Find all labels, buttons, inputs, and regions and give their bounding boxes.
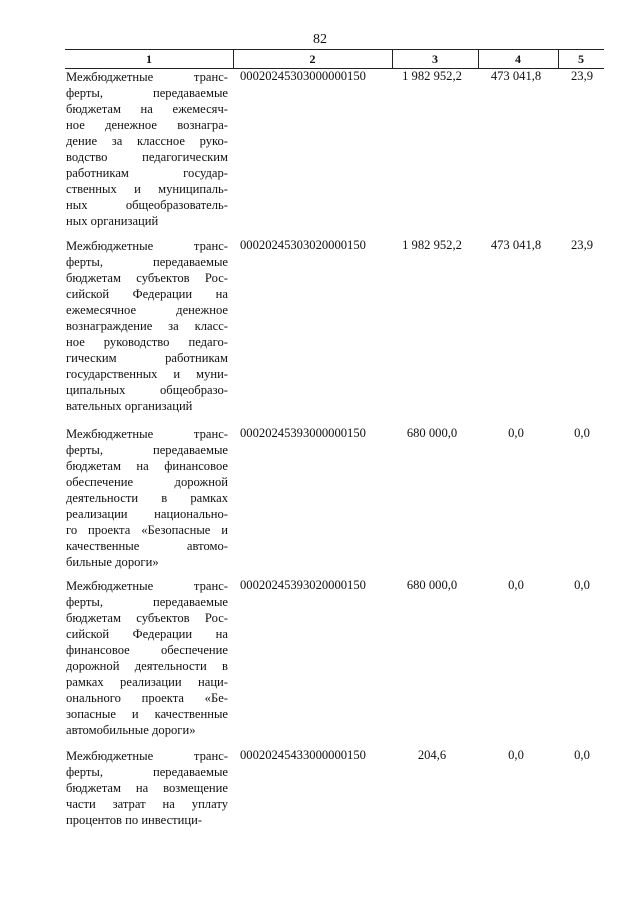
value-col-4: 0,0 [508,748,524,762]
column-header-2: 2 [309,52,316,66]
description-line: финансовое обеспечение [66,643,228,657]
description-line: государственных и муни- [66,367,228,381]
value-col-4: 0,0 [508,578,524,592]
description-line: вознаграждение за класс- [66,319,228,333]
value-col-5: 0,0 [574,748,590,762]
description-line: процентов по инвестици- [66,813,203,827]
value-col-5: 0,0 [574,426,590,440]
description-line: рамках реализации наци- [66,675,228,689]
description-line: бюджетам на финансовое [66,459,228,473]
budget-code: 00020245433000000150 [240,748,366,762]
description-line: качественные автомо- [66,539,228,553]
row-description [66,238,228,414]
description-line: зопасные и качественные [66,707,228,721]
description-line: ное руководство педаго- [66,335,228,349]
value-col-5: 23,9 [570,238,594,252]
description-line: работникам государ- [66,166,228,180]
value-col-4: 473 041,8 [490,238,542,252]
description-line: ферты, передаваемые [66,255,228,269]
value-col-4: 473 041,8 [490,69,542,83]
description-line: ферты, передаваемые [66,595,228,609]
table-header [65,49,604,69]
description-line: ных общеобразователь- [66,198,228,212]
budget-code: 00020245393000000150 [240,426,366,440]
column-header-5: 5 [578,52,584,66]
value-col-4: 0,0 [508,426,524,440]
description-line: автомобильные дороги» [66,723,196,737]
description-line: онального проекта «Бе- [66,691,228,705]
description-line: дение за классное руко- [66,134,228,148]
description-line: Межбюджетные транс- [66,427,228,441]
description-line: ное денежное вознагра- [66,118,228,132]
value-col-3: 204,6 [417,748,447,762]
description-line: реализации национально- [66,507,228,521]
description-line: обеспечение дорожной [66,475,228,489]
description-line: вательных организаций [66,399,193,413]
column-header-3: 3 [432,52,438,66]
description-line: ежемесячное денежное [66,303,228,317]
value-col-5: 0,0 [574,578,590,592]
description-line: ственных и муниципаль- [66,182,228,196]
description-line: ферты, передаваемые [66,765,228,779]
description-line: Межбюджетные транс- [66,239,228,253]
value-col-3: 1 982 952,2 [402,69,462,83]
description-line: ципальных общеобразо- [66,383,228,397]
budget-code: 00020245303020000150 [240,238,366,252]
value-col-3: 680 000,0 [406,426,458,440]
row-description [66,748,228,828]
column-header-1: 1 [146,52,152,66]
description-line: бюджетам на возмещение [66,781,228,795]
description-line: бюджетам субъектов Рос- [66,611,228,625]
description-line: бильные дороги» [66,555,159,569]
description-line: Межбюджетные транс- [66,579,228,593]
row-description [66,578,228,738]
column-header-4: 4 [515,52,521,66]
description-line: ферты, передаваемые [66,443,228,457]
description-line: ных организаций [66,214,159,228]
budget-code: 00020245393020000150 [240,578,366,592]
description-line: Межбюджетные транс- [66,749,228,763]
budget-code: 00020245303000000150 [240,69,366,83]
description-line: Межбюджетные транс- [66,70,228,84]
row-description [66,69,228,229]
page-number: 82 [313,32,327,47]
value-col-5: 23,9 [570,69,594,83]
description-line: бюджетам субъектов Рос- [66,271,228,285]
value-col-3: 1 982 952,2 [402,238,462,252]
description-line: го проекта «Безопасные и [66,523,228,537]
description-line: водство педагогическим [66,150,228,164]
description-line: бюджетам на ежемесяч- [66,102,228,116]
description-line: гическим работникам [66,351,228,365]
value-col-3: 680 000,0 [406,578,458,592]
description-line: сийской Федерации на [66,627,228,641]
description-line: сийской Федерации на [66,287,228,301]
row-description [66,426,228,570]
description-line: ферты, передаваемые [66,86,228,100]
description-line: деятельности в рамках [66,491,228,505]
description-line: дорожной деятельности в [66,659,228,673]
description-line: части затрат на уплату [66,797,228,811]
